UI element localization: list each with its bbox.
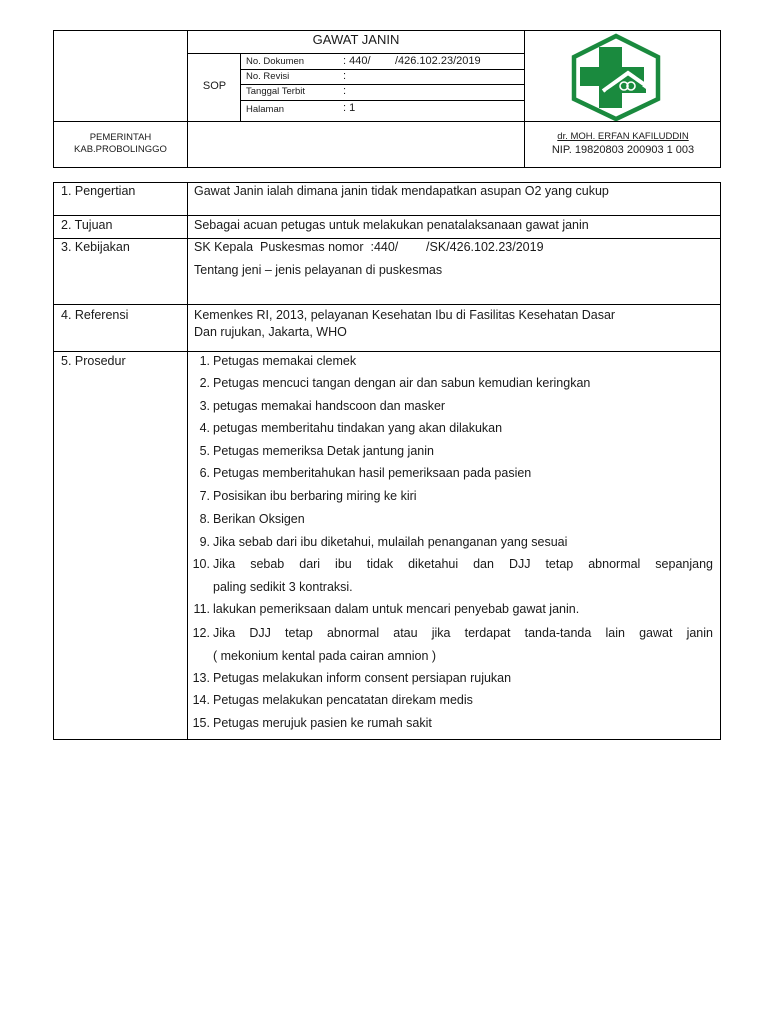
meta-value-no-revisi: : [343,70,347,82]
procedure-step-text: Petugas memakai clemek [213,354,357,368]
signer-nip: NIP. 19820803 200903 1 003 [551,144,695,156]
procedure-step-text: Jika sebab dari ibu diketahui, mulailah penanganan yang sesuai [213,535,568,549]
procedure-step-text: Petugas memberitahukan hasil pemeriksaan pada pasien [213,466,532,480]
procedure-step-text: Jika sebab dari ibu tidak diketahui dan DJJ tetap abnormal sepanjang [213,557,713,571]
document-type: SOP [202,80,227,92]
regency-label: KAB.PROBOLINGGO [74,144,167,155]
label-prosedur: 5. Prosedur [61,354,126,368]
procedure-step-text: petugas memberitahu tindakan yang akan dilakukan [213,421,503,435]
meta-value-no-dokumen: : 440/ /426.102.23/2019 [343,55,481,67]
procedure-step-number: 15. [192,716,210,730]
procedure-step-number: 1. [199,354,210,368]
text-tujuan: Sebagai acuan petugas untuk melakukan penatalaksanaan gawat janin [194,218,589,232]
procedure-step-number: 10. [192,557,210,571]
procedure-step-text: lakukan pemeriksaan dalam untuk mencari penyebab gawat janin. [213,602,580,616]
meta-label-no-revisi: No. Revisi [246,71,290,82]
procedure-step-number: 14. [192,693,210,707]
procedure-step-text: Petugas memeriksa Detak jantung janin [213,444,434,458]
meta-label-halaman: Halaman [246,104,285,115]
procedure-step-text: Petugas mencuci tangan dengan air dan sabun kemudian keringkan [213,376,591,390]
procedure-step-continuation: paling sedikit 3 kontraksi. [213,580,353,594]
procedure-step-number: 4. [199,421,210,435]
procedure-step-text: Berikan Oksigen [213,512,305,526]
procedure-step-number: 3. [199,399,210,413]
puskesmas-logo [568,33,664,121]
text-referensi-line1: Kemenkes RI, 2013, pelayanan Kesehatan Ibu di Fasilitas Kesehatan Dasar [194,308,616,322]
procedure-step-number: 12. [192,626,210,640]
label-kebijakan: 3. Kebijakan [61,240,130,254]
procedure-step-number: 8. [199,512,210,526]
procedure-step-number: 2. [199,376,210,390]
procedure-step-number: 13. [192,671,210,685]
meta-label-tanggal-terbit: Tanggal Terbit [246,86,305,97]
document-title: GAWAT JANIN [312,32,400,47]
procedure-step-number: 9. [199,535,210,549]
procedure-step-text: Petugas melakukan pencatatan direkam medis [213,693,473,707]
text-referensi-line2: Dan rujukan, Jakarta, WHO [194,325,347,339]
meta-value-halaman: : 1 [343,102,356,114]
procedure-step-text: Posisikan ibu berbaring miring ke kiri [213,489,417,503]
procedure-step-number: 7. [199,489,210,503]
label-tujuan: 2. Tujuan [61,218,113,232]
government-label: PEMERINTAH [89,132,152,143]
text-kebijakan-line1: SK Kepala Puskesmas nomor :440/ /SK/426.102.23/2019 [194,240,544,254]
procedure-step-text: petugas memakai handscoon dan masker [213,399,446,413]
meta-label-no-dokumen: No. Dokumen [246,56,305,67]
procedure-step-number: 5. [199,444,210,458]
procedure-step-number: 6. [199,466,210,480]
text-kebijakan-line2: Tentang jeni – jenis pelayanan di puskesmas [194,263,443,277]
procedure-step-text: Petugas melakukan inform consent persiapan rujukan [213,671,512,685]
meta-value-tanggal-terbit: : [343,85,347,97]
text-pengertian: Gawat Janin ialah dimana janin tidak mendapatkan asupan O2 yang cukup [194,184,609,198]
label-pengertian: 1. Pengertian [61,184,136,198]
procedure-step-text: Petugas merujuk pasien ke rumah sakit [213,716,432,730]
label-referensi: 4. Referensi [61,308,129,322]
procedure-step-number: 11. [193,602,210,616]
procedure-step-continuation: ( mekonium kental pada cairan amnion ) [213,649,437,663]
procedure-step-text: Jika DJJ tetap abnormal atau jika terdapat tanda-tanda lain gawat janin [213,626,713,640]
signer-name: dr. MOH. ERFAN KAFILUDDIN [557,131,689,142]
